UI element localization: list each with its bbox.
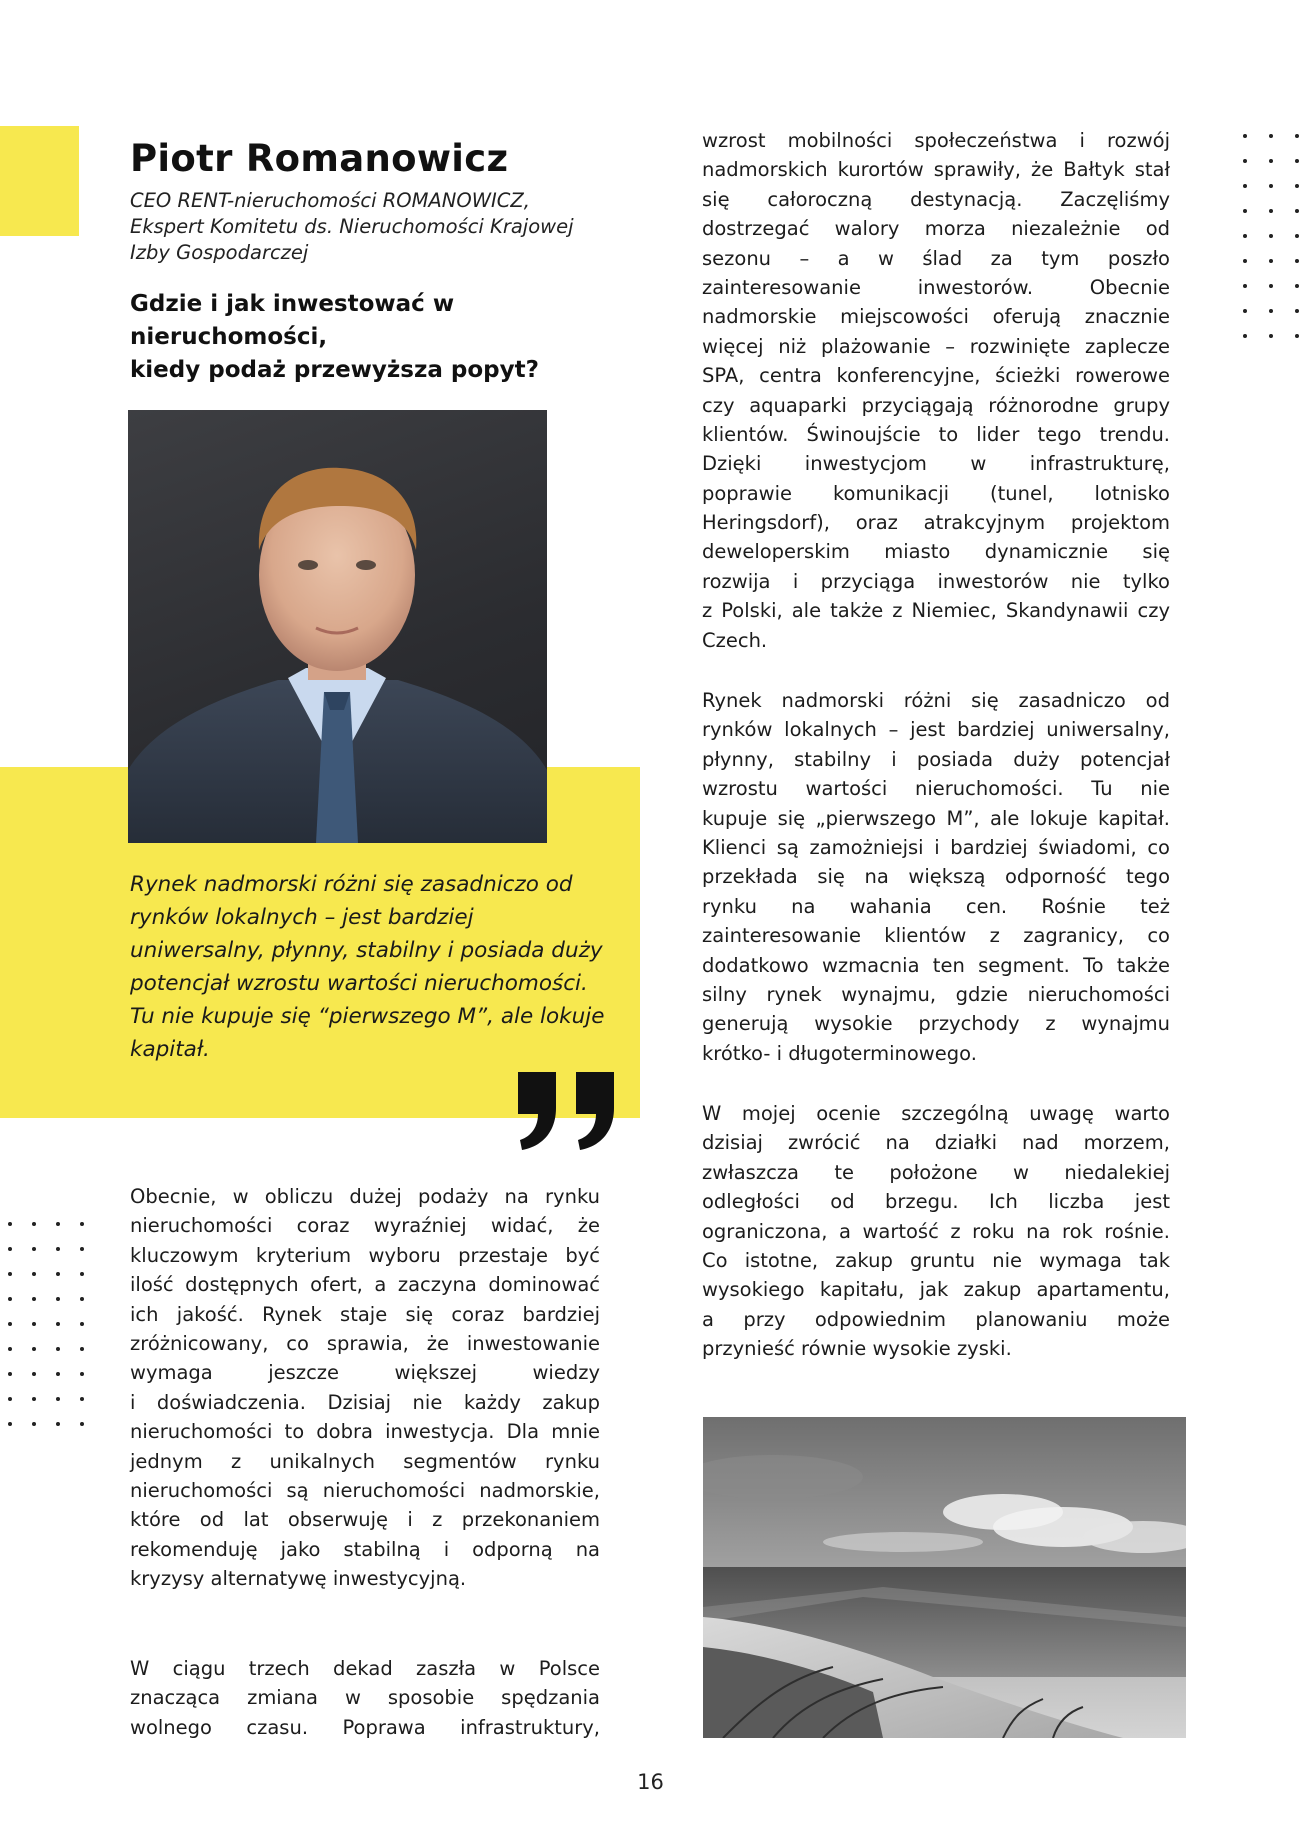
dot — [1269, 334, 1273, 338]
dot — [1295, 309, 1299, 313]
dot — [1269, 209, 1273, 213]
text-line: sezonu – a w ślad za tym poszło — [702, 246, 1170, 270]
pull-quote-line: uniwersalny, płynny, stabilny i posiada duży — [130, 938, 603, 963]
text-line: z Polski, ale także z Niemiec, Skandynawii czy — [702, 599, 1170, 623]
text-line: dzisiaj zwrócić na działki nad morzem, — [702, 1131, 1170, 1155]
text-line: wolnego czasu. Poprawa infrastruktury, — [130, 1715, 600, 1739]
text-line: silny rynek wynajmu, gdzie nieruchomości — [702, 982, 1170, 1006]
dot — [56, 1372, 60, 1376]
text-line: dodatkowo wzmacnia ten segment. To także — [702, 953, 1170, 977]
pull-quote — [130, 868, 615, 1066]
text-line: Klienci są zamożniejsi i bardziej świadomi, co — [702, 835, 1170, 859]
left-column-paragraph-2 — [130, 1654, 600, 1742]
text-line: wzrost mobilności społeczeństwa i rozwój — [702, 129, 1170, 152]
dot — [1295, 159, 1299, 163]
dot — [1295, 209, 1299, 213]
dot — [8, 1222, 12, 1226]
dot — [56, 1322, 60, 1326]
dot — [8, 1397, 12, 1401]
dot — [8, 1272, 12, 1276]
dot — [1269, 309, 1273, 313]
dot — [8, 1322, 12, 1326]
pull-quote-line: Rynek nadmorski różni się zasadniczo od — [130, 872, 573, 897]
dot — [1269, 159, 1273, 163]
text-line: krótko- i długoterminowego. — [702, 1041, 977, 1065]
dot — [32, 1372, 36, 1376]
question-line: kiedy podaż przewyższa popyt? — [130, 357, 539, 383]
text-line: wzrostu wartości nieruchomości. Tu nie — [702, 777, 1170, 801]
closing-quote-icon — [516, 1068, 618, 1156]
dot — [80, 1222, 84, 1226]
text-line: kupuje się „pierwszego M”, ale lokuje kapitał. — [702, 806, 1170, 830]
dot — [8, 1297, 12, 1301]
text-line: zainteresowanie inwestorów. Obecnie — [702, 275, 1170, 299]
dot — [56, 1222, 60, 1226]
dot — [80, 1347, 84, 1351]
dot — [8, 1247, 12, 1251]
author-role-line: Ekspert Komitetu ds. Nieruchomości Krajowej — [130, 215, 574, 238]
dot — [1269, 134, 1273, 138]
text-line: się całoroczną destynacją. Zaczęliśmy — [702, 187, 1170, 211]
dot — [32, 1297, 36, 1301]
dot — [1269, 184, 1273, 188]
text-line: nieruchomości to dobra inwestycja. Dla mnie — [130, 1420, 600, 1444]
text-line: które od lat obserwuję i z przekonaniem — [130, 1508, 600, 1532]
text-line: więcej niż plażowanie – rozwinięte zaplecze — [702, 334, 1170, 358]
text-line: nieruchomości są nieruchomości nadmorskie, — [130, 1478, 600, 1502]
dot — [1243, 334, 1247, 338]
decorative-dot-grid-left — [8, 1222, 84, 1426]
text-line: generują wysokie przychody z wynajmu — [702, 1012, 1170, 1036]
dot — [80, 1422, 84, 1426]
text-line: Obecnie, w obliczu dużej podaży na rynku — [130, 1185, 600, 1208]
text-line: zróżnicowany, co sprawia, że inwestowanie — [130, 1331, 600, 1355]
text-line: ilość dostępnych ofert, a zaczyna dominować — [130, 1273, 600, 1297]
author-name: Piotr Romanowicz — [130, 137, 509, 180]
article-question-heading — [130, 288, 650, 387]
dot — [1243, 284, 1247, 288]
text-line: i doświadczenia. Dzisiaj nie każdy zakup — [130, 1390, 600, 1414]
dot — [80, 1372, 84, 1376]
dot — [56, 1347, 60, 1351]
text-line: płynny, stabilny i posiada duży potencjał — [702, 747, 1170, 771]
text-line: Heringsdorf), oraz atrakcyjnym projektom — [702, 511, 1170, 535]
author-portrait-photo — [128, 410, 547, 843]
text-line: Co istotne, zakup gruntu nie wymaga tak — [702, 1248, 1170, 1272]
pull-quote-line: potencjał wzrostu wartości nieruchomości. — [130, 971, 588, 996]
text-line: nieruchomości coraz wyraźniej widać, że — [130, 1214, 600, 1238]
dot — [1269, 284, 1273, 288]
dot — [32, 1422, 36, 1426]
text-line: przekłada się na większą odporność tego — [702, 865, 1170, 889]
right-column-paragraph-2 — [702, 686, 1170, 1068]
dot — [32, 1247, 36, 1251]
dot — [32, 1272, 36, 1276]
dot — [56, 1272, 60, 1276]
decorative-dot-grid-top — [1243, 134, 1299, 338]
author-role — [130, 188, 650, 266]
dot — [80, 1297, 84, 1301]
text-line: nadmorskie miejscowości oferują znacznie — [702, 305, 1170, 329]
baltic-beach-photo — [703, 1417, 1186, 1738]
text-line: poprawie komunikacji (tunel, lotnisko — [702, 481, 1170, 505]
dot — [32, 1322, 36, 1326]
question-line: Gdzie i jak inwestować w nieruchomości, — [130, 291, 455, 350]
text-line: rozwija i przyciąga inwestorów nie tylko — [702, 569, 1170, 593]
text-line: kluczowym kryterium wyboru przestaje być — [130, 1243, 600, 1267]
left-column-paragraph-1 — [130, 1182, 600, 1593]
dot — [1295, 334, 1299, 338]
pull-quote-line: Tu nie kupuje się “pierwszego M”, ale lokuje — [130, 1004, 605, 1029]
text-line: klientów. Świnoujście to lider tego trendu. — [702, 422, 1170, 446]
text-line: zwłaszcza te położone w niedalekiej — [702, 1160, 1170, 1184]
dot — [1243, 159, 1247, 163]
text-line: kryzysy alternatywę inwestycyjną. — [130, 1567, 467, 1591]
dot — [1295, 259, 1299, 263]
dot — [1269, 234, 1273, 238]
dot — [1243, 309, 1247, 313]
dot — [1243, 209, 1247, 213]
text-line: wysokiego kapitału, jak zakup apartamentu, — [702, 1278, 1170, 1302]
dot — [56, 1297, 60, 1301]
pull-quote-line: kapitał. — [130, 1037, 210, 1062]
right-column-paragraph-1 — [702, 126, 1170, 655]
text-line: Dzięki inwestycjom w infrastrukturę, — [702, 452, 1170, 476]
text-line: jednym z unikalnych segmentów rynku — [130, 1449, 600, 1473]
text-line: dostrzegać walory morza niezależnie od — [702, 217, 1170, 241]
dot — [56, 1247, 60, 1251]
dot — [80, 1272, 84, 1276]
text-line: nadmorskich kurortów sprawiły, że Bałtyk stał — [702, 158, 1170, 182]
dot — [80, 1322, 84, 1326]
author-role-line: CEO RENT-nieruchomości ROMANOWICZ, — [130, 189, 530, 212]
text-line: wymaga jeszcze większej wiedzy — [130, 1361, 600, 1385]
dot — [56, 1422, 60, 1426]
dot — [80, 1397, 84, 1401]
dot — [1295, 134, 1299, 138]
text-line: zainteresowanie klientów z zagranicy, co — [702, 924, 1170, 948]
dot — [32, 1222, 36, 1226]
text-line: Rynek nadmorski różni się zasadniczo od — [702, 689, 1170, 712]
text-line: przynieść równie wysokie zyski. — [702, 1337, 1012, 1361]
dot — [1243, 134, 1247, 138]
author-role-line: Izby Gospodarczej — [130, 241, 309, 264]
text-line: W mojej ocenie szczególną uwagę warto — [702, 1102, 1170, 1125]
dot — [1295, 234, 1299, 238]
text-line: deweloperskim miasto dynamicznie się — [702, 540, 1170, 564]
page-number: 16 — [637, 1770, 664, 1794]
text-line: znacząca zmiana w sposobie spędzania — [130, 1686, 600, 1710]
dot — [8, 1372, 12, 1376]
text-line: rynków lokalnych – jest bardziej uniwersalny, — [702, 718, 1170, 742]
text-line: odległości od brzegu. Ich liczba jest — [702, 1190, 1170, 1214]
dot — [1243, 184, 1247, 188]
dot — [1295, 284, 1299, 288]
dot — [8, 1422, 12, 1426]
text-line: Czech. — [702, 628, 768, 652]
dot — [1269, 259, 1273, 263]
text-line: a przy odpowiednim planowaniu może — [702, 1307, 1170, 1331]
dot — [56, 1397, 60, 1401]
dot — [1243, 259, 1247, 263]
text-line: ograniczona, a wartość z roku na rok rośnie. — [702, 1219, 1170, 1243]
dot — [32, 1347, 36, 1351]
text-line: rekomenduję jako stabilną i odporną na — [130, 1537, 600, 1561]
text-line: czy aquaparki przyciągają różnorodne grupy — [702, 393, 1170, 417]
dot — [32, 1397, 36, 1401]
dot — [80, 1247, 84, 1251]
dot — [1295, 184, 1299, 188]
text-line: rynku na wahania cen. Rośnie też — [702, 894, 1170, 918]
dot — [8, 1347, 12, 1351]
text-line: W ciągu trzech dekad zaszła w Polsce — [130, 1657, 600, 1680]
pull-quote-line: rynków lokalnych – jest bardziej — [130, 905, 474, 930]
text-line: ich jakość. Rynek staje się coraz bardziej — [130, 1302, 600, 1326]
text-line: SPA, centra konferencyjne, ścieżki rowerowe — [702, 364, 1170, 388]
right-column-paragraph-3 — [702, 1099, 1170, 1364]
dot — [1243, 234, 1247, 238]
yellow-accent-block — [0, 126, 79, 236]
